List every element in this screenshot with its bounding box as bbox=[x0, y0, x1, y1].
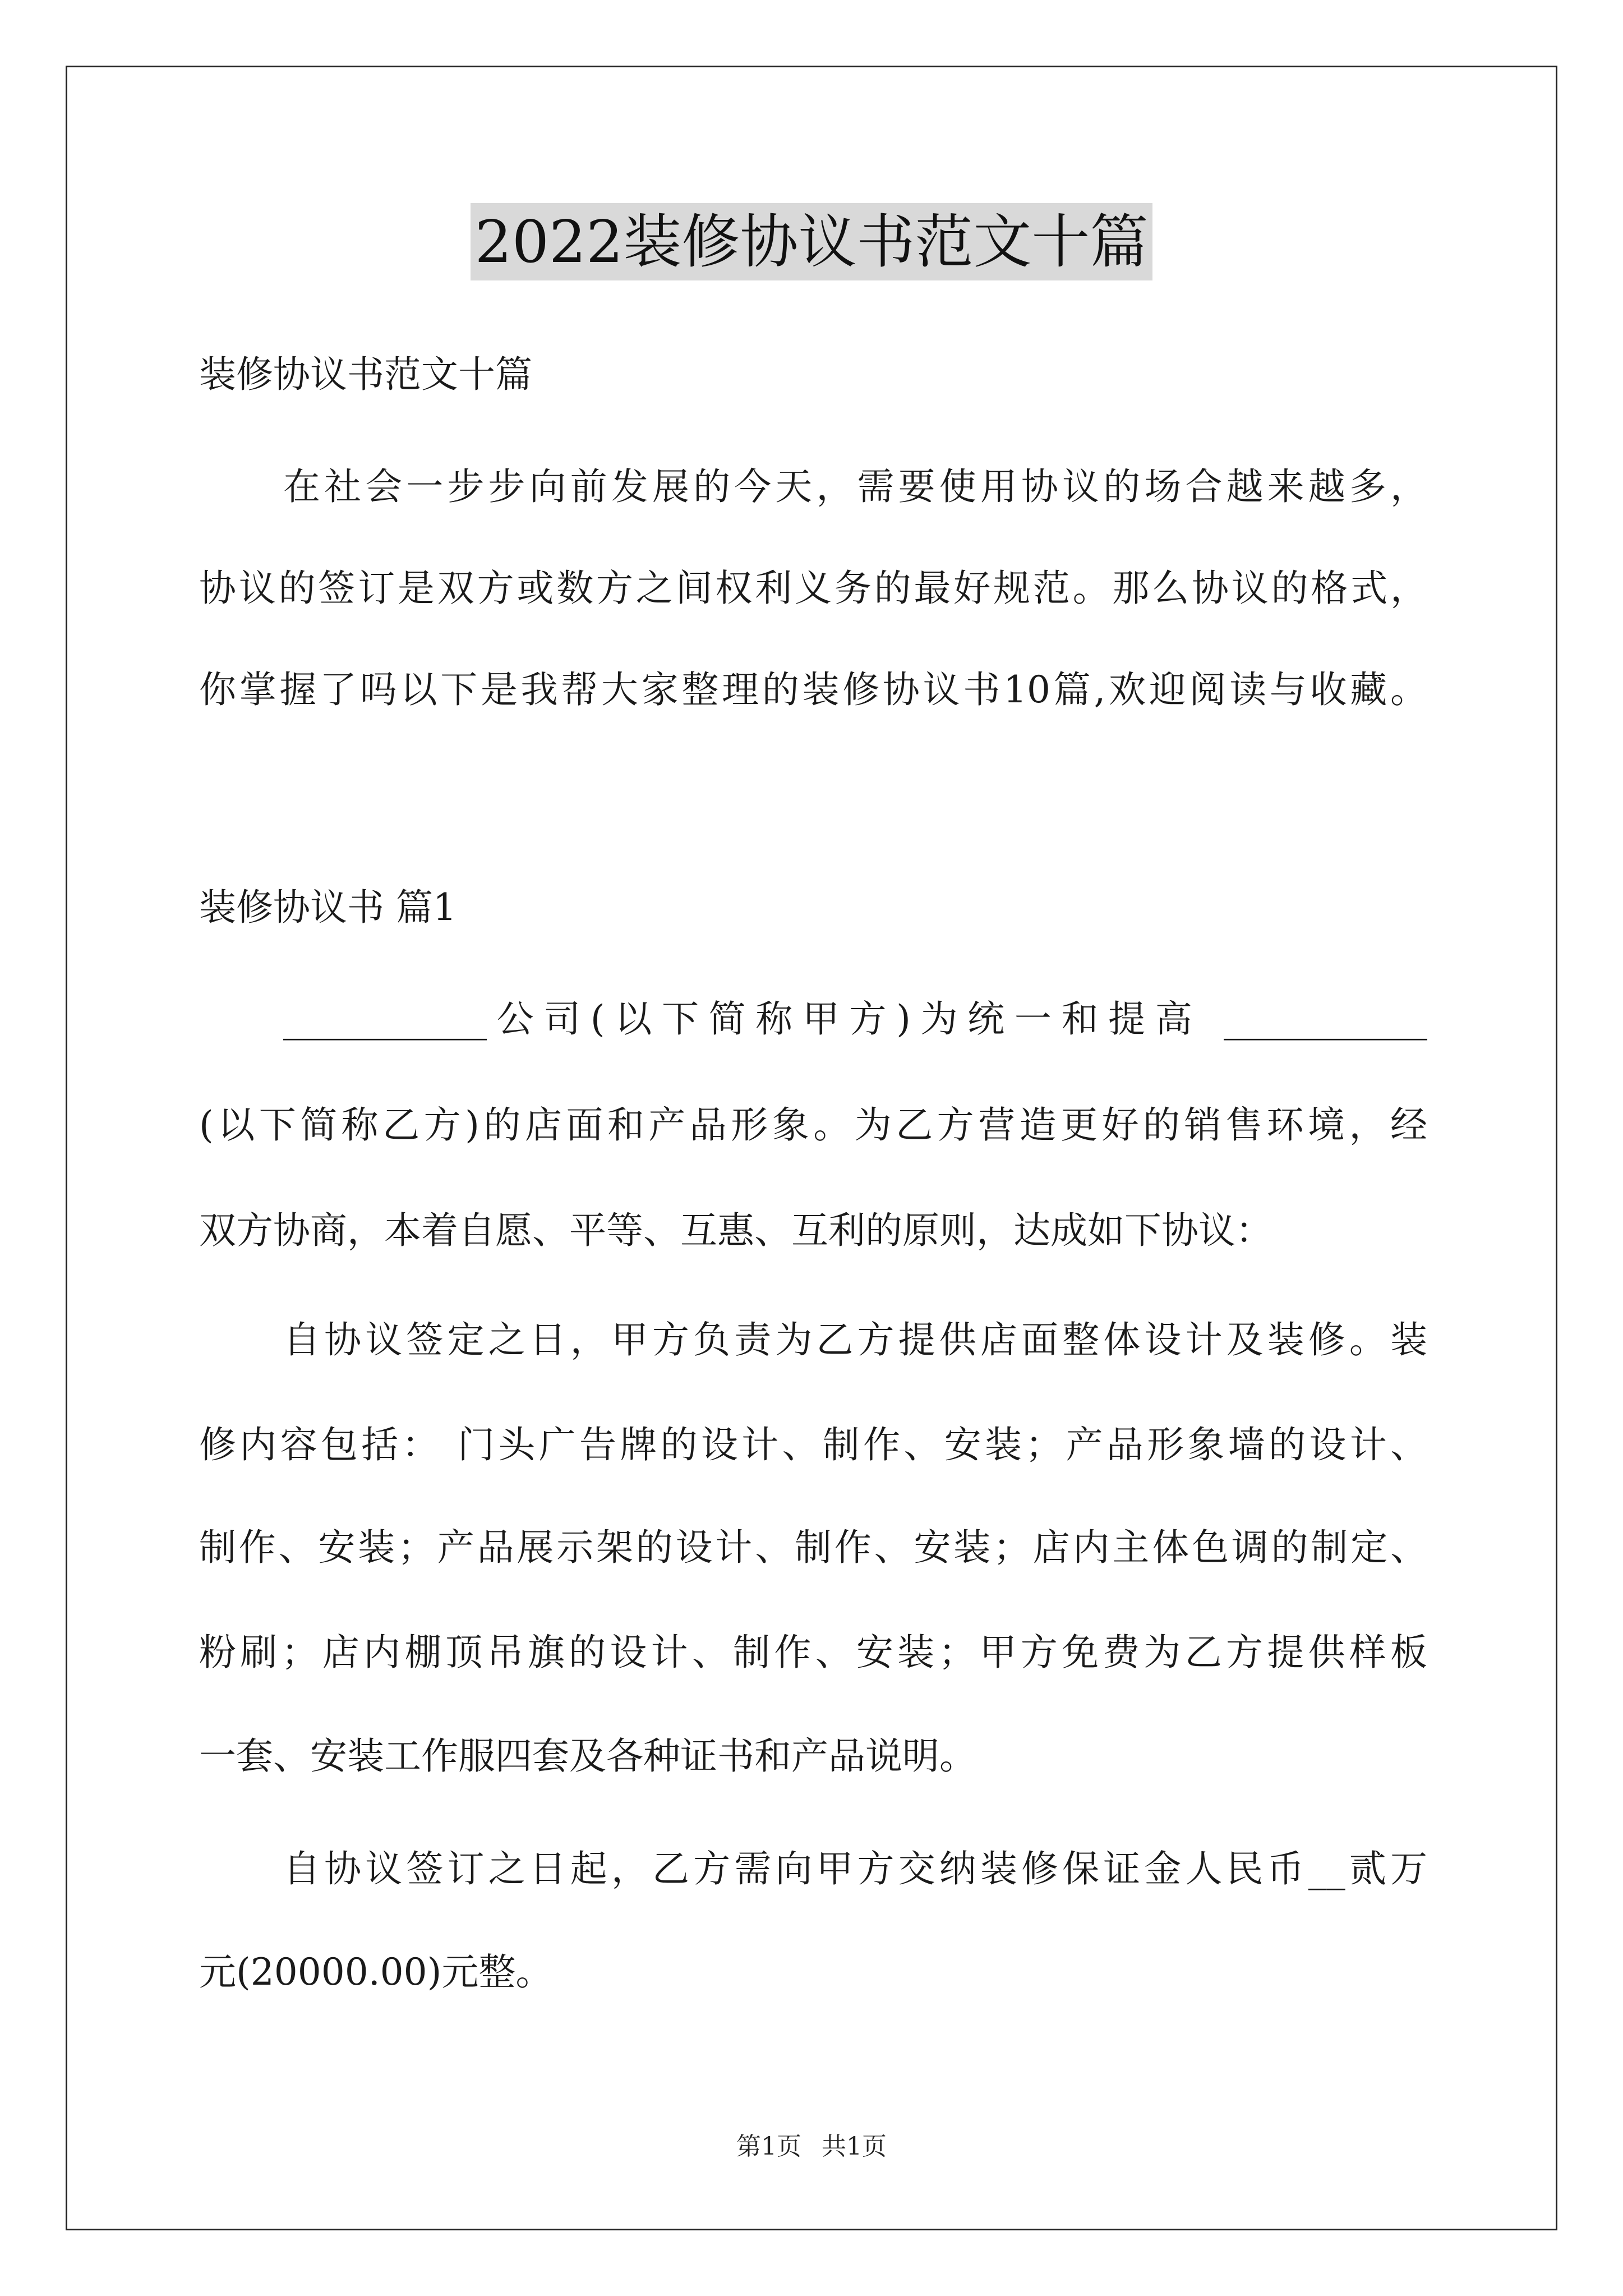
page-number: 第1页 bbox=[736, 2132, 801, 2161]
para3-line-2: 元(20000.00)元整。 bbox=[199, 1950, 553, 1994]
subtitle: 装修协议书范文十篇 bbox=[199, 353, 532, 396]
para3-line-1: 自协议签订之日起，乙方需向甲方交纳装修保证金人民币__贰万 bbox=[283, 1847, 1427, 1890]
intro-line-3: 你掌握了吗以下是我帮大家整理的装修协议书10篇,欢迎阅读与收藏。 bbox=[199, 668, 1427, 711]
intro-line-2: 协议的签订是双方或数方之间权利义务的最好规范。那么协议的格式， bbox=[199, 567, 1427, 610]
para2-line-1: 自协议签定之日，甲方负责为乙方提供店面整体设计及装修。装 bbox=[283, 1318, 1427, 1361]
para1-line-1: ___________公司(以下简称甲方)为统一和提高 ___________ bbox=[283, 997, 1427, 1041]
para2-line-5: 一套、安装工作服四套及各种证书和产品说明。 bbox=[199, 1734, 976, 1778]
para1-line-2: (以下简称乙方)的店面和产品形象。为乙方营造更好的销售环境，经 bbox=[199, 1103, 1427, 1147]
para2-line-2: 修内容包括： 门头广告牌的设计、制作、安装；产品形象墙的设计、 bbox=[199, 1423, 1427, 1466]
page-footer bbox=[0, 2130, 1623, 2164]
document-title: 2022装修协议书范文十篇 bbox=[471, 203, 1153, 280]
title-container bbox=[0, 203, 1623, 280]
intro-line-1: 在社会一步步向前发展的今天，需要使用协议的场合越来越多， bbox=[283, 465, 1427, 508]
para2-line-3: 制作、安装；产品展示架的设计、制作、安装；店内主体色调的制定、 bbox=[199, 1526, 1427, 1569]
para1-line-3: 双方协商，本着自愿、平等、互惠、互利的原则，达成如下协议： bbox=[199, 1209, 1272, 1252]
section-heading: 装修协议书 篇1 bbox=[199, 886, 457, 929]
page-total: 共1页 bbox=[822, 2132, 887, 2161]
para2-line-4: 粉刷；店内棚顶吊旗的设计、制作、安装；甲方免费为乙方提供样板 bbox=[199, 1631, 1427, 1674]
